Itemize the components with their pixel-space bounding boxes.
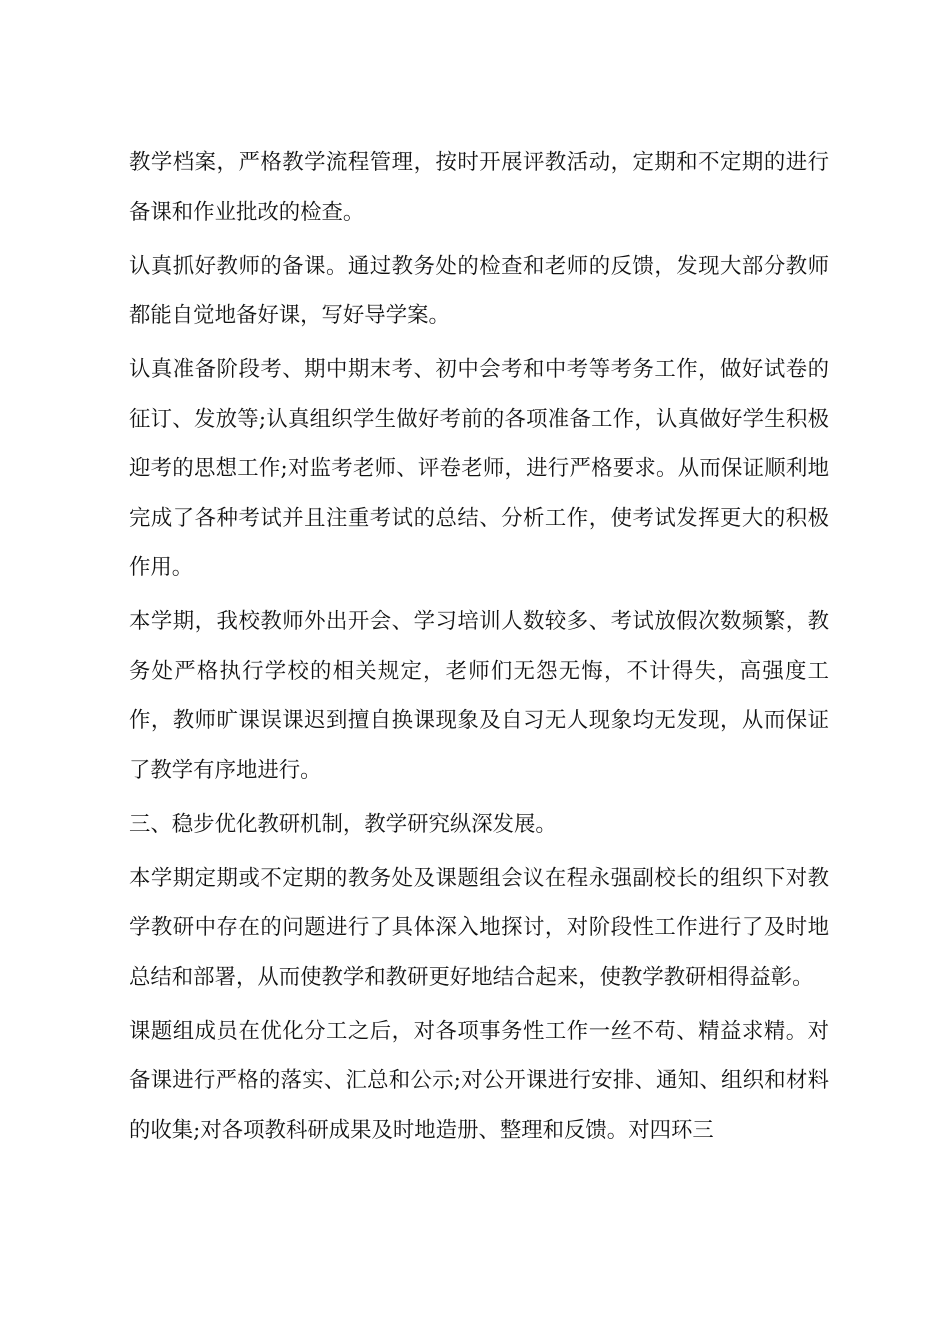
paragraph-exam-affairs: 认真准备阶段考、期中期末考、初中会考和中考等考务工作，做好试卷的征订、发放等;认真组织学生做好考前的各项准备工作，认真做好学生积极迎考的思想工作;对监考老师、评卷老师，进行严格要求。从而保证顺利地完成了各种考试并且注重考试的总结、分析工作，使考试发挥更大的积极作用。	[129, 357, 829, 580]
paragraph-teaching-archives: 教学档案，严格教学流程管理，按时开展评教活动，定期和不定期的进行备课和作业批改的检查。	[129, 150, 829, 225]
section-heading-research: 三、稳步优化教研机制，教学研究纵深发展。	[129, 811, 557, 837]
paragraph-research-meetings: 本学期定期或不定期的教务处及课题组会议在程永强副校长的组织下对教学教研中存在的问题进行了具体深入地探讨，对阶段性工作进行了及时地总结和部署，从而使教学和教研更好地结合起来，使教学教研相得益彰。	[129, 865, 829, 990]
paragraph-lesson-preparation: 认真抓好教师的备课。通过教务处的检查和老师的反馈，发现大部分教师都能自觉地备好课，写好导学案。	[129, 253, 829, 328]
document-body	[129, 138, 829, 1160]
paragraph-semester-discipline: 本学期，我校教师外出开会、学习培训人数较多、考试放假次数频繁，教务处严格执行学校的相关规定，老师们无怨无悔，不计得失，高强度工作，教师旷课误课迟到擅自换课现象及自习无人现象均无发现，从而保证了教学有序地进行。	[129, 609, 829, 783]
paragraph-research-group: 课题组成员在优化分工之后，对各项事务性工作一丝不苟、精益求精。对备课进行严格的落实、汇总和公示;对公开课进行安排、通知、组织和材料的收集;对各项教科研成果及时地造册、整理和反馈。对四环三	[129, 1018, 829, 1143]
